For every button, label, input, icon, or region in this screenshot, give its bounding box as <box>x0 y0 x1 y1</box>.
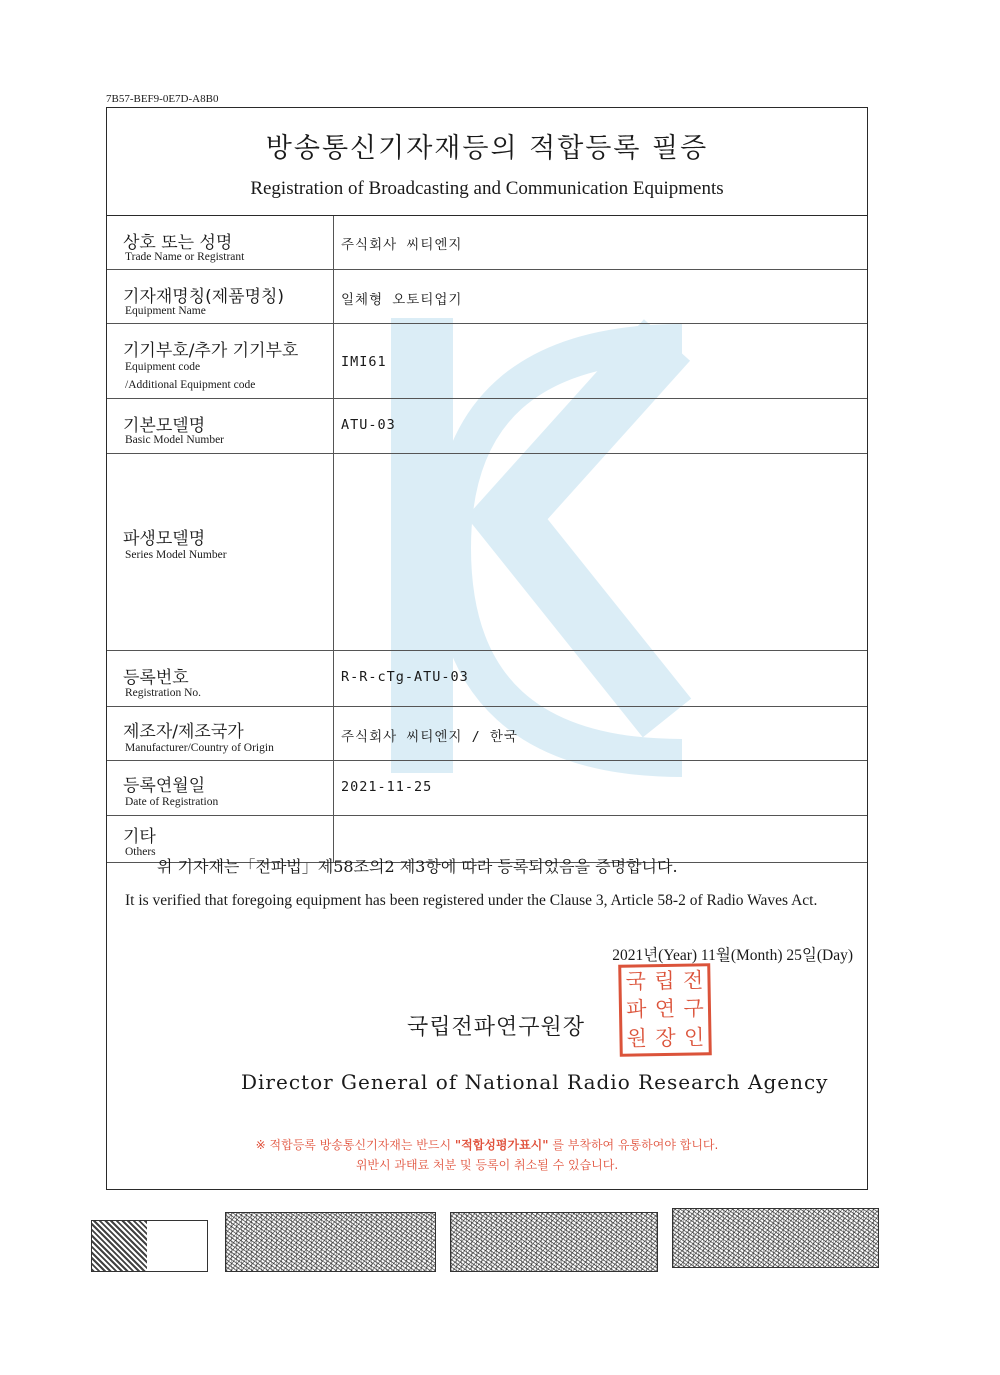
label-cell <box>107 324 334 398</box>
row-manufacturer <box>107 707 867 761</box>
seal-char: 구 <box>683 996 704 1022</box>
label-english: Date of Registration <box>125 796 219 808</box>
label-korean: 등록연월일 <box>123 776 206 796</box>
label-english: Trade Name or Registrant <box>125 251 245 263</box>
row-trade-name <box>107 216 867 270</box>
issue-date: 2021년(Year) 11월(Month) 25일(Day) <box>612 947 853 964</box>
qr-code-box <box>91 1220 208 1272</box>
seal-char: 장 <box>655 1025 676 1051</box>
registration-number-value: R-R-cTg-ATU-03 <box>341 669 469 685</box>
label-cell <box>107 761 334 815</box>
registration-date-value: 2021-11-25 <box>341 779 433 795</box>
row-basic-model <box>107 399 867 454</box>
row-equipment-code <box>107 324 867 399</box>
document-code: 7B57-BEF9-0E7D-A8B0 <box>106 93 219 105</box>
label-cell <box>107 454 334 650</box>
equipment-code-value: IMI61 <box>341 354 387 370</box>
label-english-secondary: /Additional Equipment code <box>125 379 256 391</box>
equipment-name-value: 일체형 오토티업기 <box>341 292 463 308</box>
document-title-english: Registration of Broadcasting and Communication Equipments <box>250 178 724 199</box>
notice-text: ※ 적합등록 방송통신기자재는 반드시 <box>255 1138 452 1152</box>
label-english: Registration No. <box>125 687 202 699</box>
label-korean: 파생모델명 <box>123 529 206 549</box>
row-equipment-name <box>107 270 867 324</box>
row-series-model <box>107 454 867 651</box>
basic-model-value: ATU-03 <box>341 417 396 433</box>
seal-char: 연 <box>654 997 676 1022</box>
label-korean: 등록번호 <box>123 668 189 688</box>
label-english: Others <box>125 846 156 858</box>
seal-char: 원 <box>626 1026 648 1051</box>
row-registration-date <box>107 761 867 816</box>
label-korean: 제조자/제조국가 <box>123 722 244 742</box>
label-english: Manufacturer/Country of Origin <box>125 742 274 754</box>
row-registration-number <box>107 651 867 707</box>
trade-name-value: 주식회사 씨티엔지 <box>341 237 463 253</box>
certification-statement-korean: 위 기자재는「전파법」제58조의2 제3항에 따라 등록되었음을 증명합니다. <box>157 857 678 876</box>
label-cell <box>107 216 334 269</box>
security-barcode-2 <box>450 1212 658 1272</box>
official-seal-stamp <box>618 963 712 1057</box>
label-korean: 상호 또는 성명 <box>123 233 233 253</box>
director-title-korean: 국립전파연구원장 <box>407 1015 586 1040</box>
label-korean: 기기부호/추가 기기부호 <box>123 341 299 361</box>
label-english: Series Model Number <box>125 549 227 561</box>
label-english: Equipment code <box>125 361 201 373</box>
label-english: Basic Model Number <box>125 434 225 446</box>
label-korean: 기타 <box>123 827 156 847</box>
document-title-korean: 방송통신기자재등의 적합등록 필증 <box>265 133 709 164</box>
seal-char: 국 <box>625 969 647 994</box>
label-korean: 기본모델명 <box>123 416 206 436</box>
seal-char: 인 <box>683 1025 705 1050</box>
notice-line-1 <box>107 1136 867 1153</box>
certificate-frame <box>106 107 868 1190</box>
seal-char: 립 <box>654 968 675 994</box>
director-title-english: Director General of National Radio Research Agency <box>241 1070 829 1094</box>
qr-code-pattern <box>92 1221 147 1271</box>
notice-text: 를 부착하여 유통하여야 합니다. <box>552 1138 719 1152</box>
security-barcode-1 <box>225 1212 436 1272</box>
seal-char: 전 <box>682 968 704 993</box>
label-cell <box>107 707 334 760</box>
label-cell <box>107 399 334 453</box>
label-korean: 기자재명칭(제품명칭) <box>123 287 285 307</box>
notice-emphasis: "적합성평가표시" <box>454 1138 549 1152</box>
label-cell <box>107 651 334 706</box>
label-cell <box>107 270 334 323</box>
notice-line-2: 위반시 과태료 처분 및 등록이 취소될 수 있습니다. <box>355 1158 619 1172</box>
label-english: Equipment Name <box>125 305 206 317</box>
certification-statement-english: It is verified that foregoing equipment has been registered under the Clause 3, Article 58-2 of Radio Waves Act. <box>125 892 818 909</box>
seal-char: 파 <box>625 997 647 1023</box>
security-barcode-3 <box>672 1208 879 1268</box>
manufacturer-value: 주식회사 씨티엔지 / 한국 <box>341 729 518 745</box>
